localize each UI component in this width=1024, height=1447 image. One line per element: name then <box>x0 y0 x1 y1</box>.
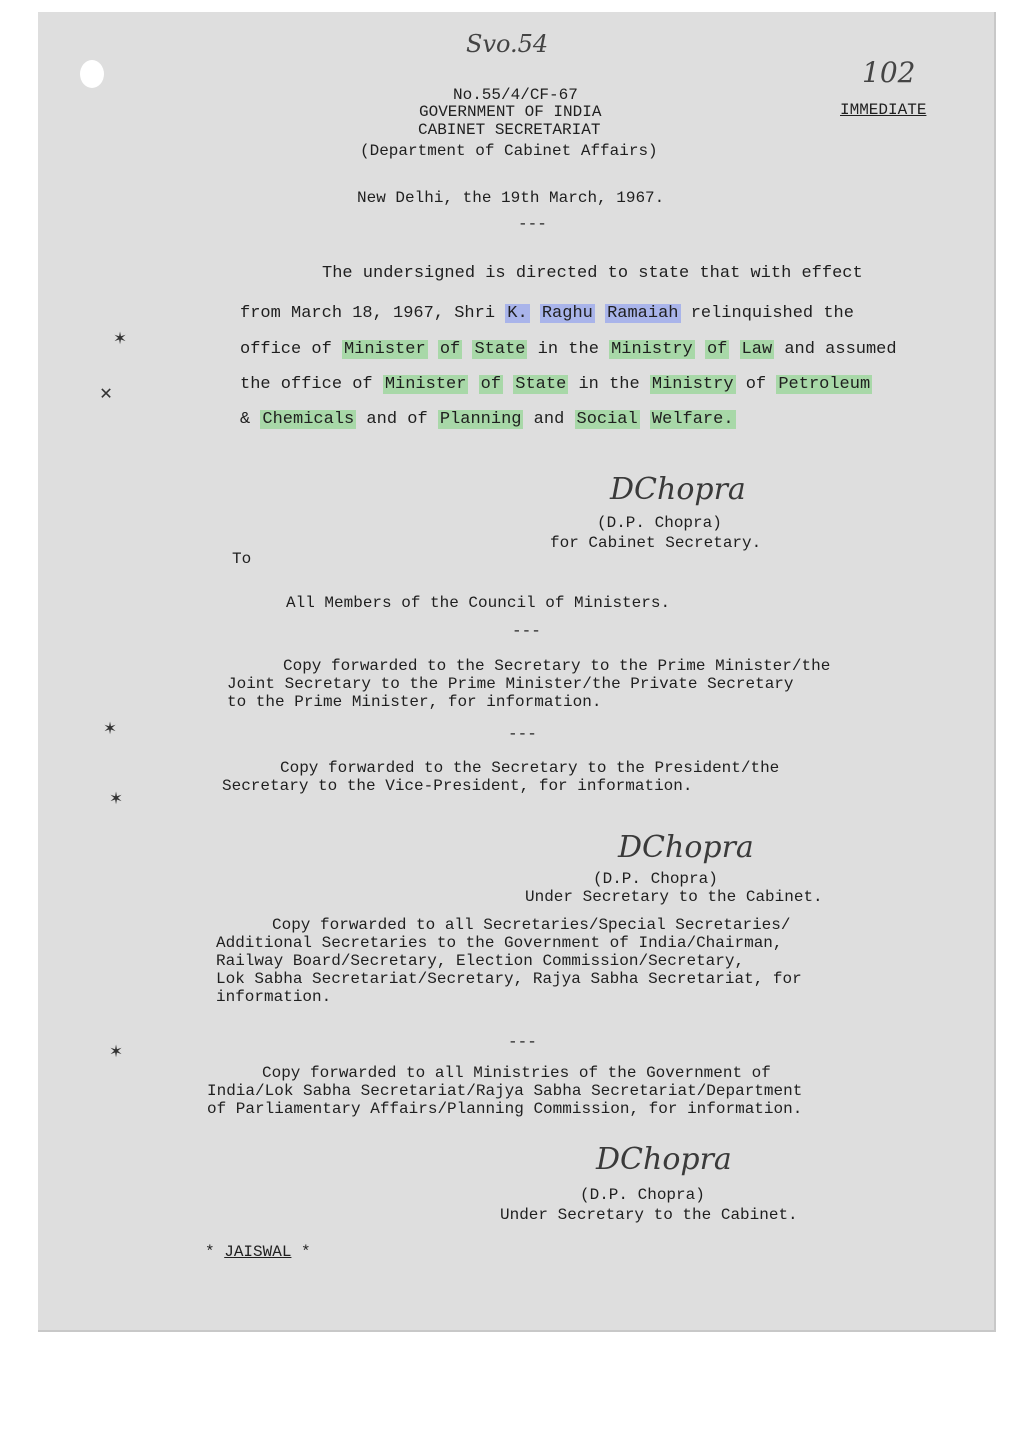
signatory-name: (D.P. Chopra) <box>597 514 722 532</box>
government-heading: GOVERNMENT OF INDIA <box>419 103 602 121</box>
divider: --- <box>512 622 541 640</box>
divider: --- <box>508 725 537 743</box>
divider: --- <box>508 1033 537 1051</box>
date-line: New Delhi, the 19th March, 1967. <box>357 189 665 207</box>
priority-label: IMMEDIATE <box>840 101 927 119</box>
department-heading: (Department of Cabinet Affairs) <box>360 142 658 160</box>
copy-line: to the Prime Minister, for information. <box>227 693 602 711</box>
signatory-name: (D.P. Chopra) <box>593 870 718 888</box>
recipients: All Members of the Council of Ministers. <box>286 594 671 612</box>
margin-mark: ✶ <box>110 788 123 811</box>
copy-line: Railway Board/Secretary, Election Commission/Secretary, <box>216 952 745 970</box>
paragraph-line: The undersigned is directed to state that with effect <box>322 264 863 283</box>
divider: --- <box>518 215 547 233</box>
copy-line: of Parliamentary Affairs/Planning Commission, for information. <box>207 1100 803 1118</box>
margin-mark: ✶ <box>104 718 117 741</box>
signatory-title: Under Secretary to the Cabinet. <box>525 888 823 906</box>
copy-line: Joint Secretary to the Prime Minister/the Private Secretary <box>227 675 794 693</box>
paragraph-line: & Chemicals and of Planning and Social Welfare. <box>240 410 734 429</box>
margin-mark: ✶ <box>114 328 127 351</box>
signature: DChopra <box>610 472 746 507</box>
signatory-name: (D.P. Chopra) <box>580 1186 705 1204</box>
to-label: To <box>232 550 252 568</box>
paragraph-line: the office of Minister of State in the Ministry of Petroleum <box>240 375 871 394</box>
copy-line: Copy forwarded to all Ministries of the Government of <box>262 1064 771 1082</box>
signature: DChopra <box>618 830 754 865</box>
copy-line: Copy forwarded to the Secretary to the President/the <box>280 759 780 777</box>
typist-reference: * JAISWAL * <box>205 1243 311 1261</box>
signatory-title: Under Secretary to the Cabinet. <box>500 1206 798 1224</box>
copy-line: information. <box>216 988 332 1006</box>
copy-line: Copy forwarded to the Secretary to the Prime Minister/the <box>283 657 831 675</box>
reference-number: No.55/4/CF-67 <box>453 86 578 104</box>
copy-line: India/Lok Sabha Secretariat/Rajya Sabha Secretariat/Department <box>207 1082 803 1100</box>
page-number: 102 <box>862 56 916 89</box>
copy-line: Secretary to the Vice-President, for information. <box>222 777 693 795</box>
punch-hole <box>80 60 104 88</box>
margin-mark: ✕ <box>100 383 113 406</box>
paragraph-line: office of Minister of State in the Ministry of Law and assumed <box>240 340 897 359</box>
paragraph-line: from March 18, 1967, Shri K. Raghu Ramaiah relinquished the <box>240 304 854 323</box>
margin-mark: ✶ <box>110 1041 123 1064</box>
signature: DChopra <box>596 1142 732 1177</box>
secretariat-heading: CABINET SECRETARIAT <box>418 121 601 139</box>
signatory-title: for Cabinet Secretary. <box>550 534 762 552</box>
copy-line: Lok Sabha Secretariat/Secretary, Rajya Sabha Secretariat, for <box>216 970 802 988</box>
copy-line: Additional Secretaries to the Government of India/Chairman, <box>216 934 783 952</box>
copy-line: Copy forwarded to all Secretaries/Special Secretaries/ <box>272 916 791 934</box>
handwritten-reference: Svo.54 <box>466 30 549 58</box>
